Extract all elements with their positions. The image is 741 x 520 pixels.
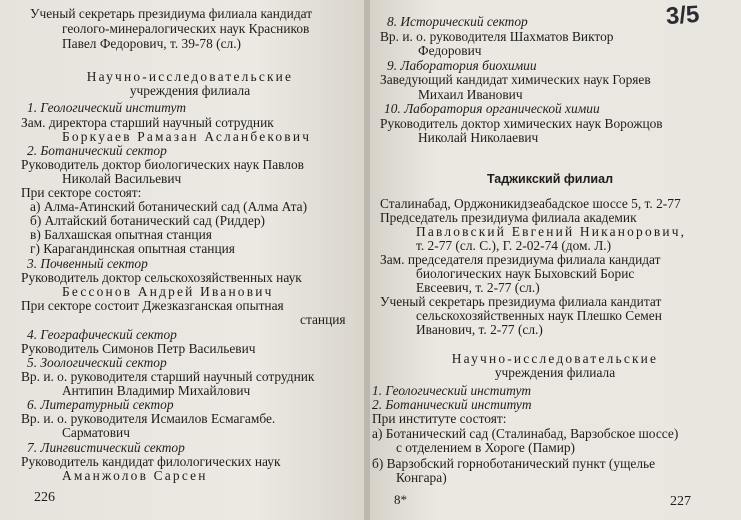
list-item: а) Ботанический сад (Сталинабад, Варзобское шоссе) [372, 426, 679, 441]
list-item: Конгара) [396, 470, 447, 485]
list-item: а) Алма-Атинский ботанический сад (Алма Ата) [30, 199, 308, 214]
text-line: Руководитель кандидат филологических наук [21, 454, 281, 469]
text-line: При секторе состоят: [21, 185, 142, 200]
text-line: Ученый секретарь президиума филиала кандидат [30, 6, 313, 21]
text-line: Евсеевич, т. 2-77 (сл.) [416, 280, 540, 295]
entry-heading: 7. Лингвистический сектор [27, 440, 185, 455]
entry-heading: 8. Исторический сектор [387, 14, 528, 29]
text-line: Руководитель Симонов Петр Васильевич [21, 341, 256, 356]
entry-heading: 2. Ботанический институт [372, 397, 532, 412]
section-heading: Научно-исследовательские [86, 69, 294, 84]
section-heading: учреждения филиала [494, 365, 616, 380]
text-line: Бессонов Андрей Иванович [62, 284, 274, 299]
text-line: биологических наук Быховский Борис [416, 266, 635, 281]
list-item: б) Варзобский горноботанический пункт (ущелье [372, 456, 656, 471]
text-line: Антипин Владимир Михайлович [62, 383, 251, 398]
entry-heading: 1. Геологический институт [372, 383, 532, 398]
text-line: Председатель президиума филиала академик [380, 210, 637, 225]
entry-heading: 5. Зоологический сектор [27, 355, 167, 370]
entry-heading: 9. Лаборатория биохимии [387, 58, 537, 73]
text-line: Руководитель доктор химических наук Ворожцов [380, 116, 663, 131]
list-item: б) Алтайский ботанический сад (Риддер) [30, 213, 265, 228]
text-line: Руководитель доктор сельскохозяйственных наук [21, 270, 302, 285]
text-line: Зам. председателя президиума филиала кандидат [380, 252, 661, 267]
entry-heading: 3. Почвенный сектор [27, 256, 148, 271]
section-heading: учреждения филиала [129, 83, 251, 98]
text-line: Ученый секретарь президиума филиала кандитат [380, 294, 662, 309]
branch-heading: Таджикский филиал [486, 172, 614, 186]
entry-heading: 2. Ботанический сектор [27, 143, 167, 158]
entry-heading: 6. Литературный сектор [27, 397, 174, 412]
list-item: г) Карагандинская опытная станция [30, 241, 235, 256]
text-line: Сталинабад, Орджоникидзеабадское шоссе 5, т. 2-77 [380, 196, 681, 211]
text-line: т. 2-77 (сл. С.), Г. 2-02-74 (дом. Л.) [416, 238, 612, 253]
text-line: Павел Федорович, т. 39-78 (сл.) [62, 36, 242, 51]
entry-heading: 4. Географический сектор [27, 327, 177, 342]
text-line: станция [300, 312, 346, 327]
entry-heading: 10. Лаборатория органической химии [384, 101, 600, 116]
text-line: При секторе состоит Джезказганская опытная [21, 298, 284, 313]
text-line: При институте состоят: [372, 411, 507, 426]
section-heading: Научно-исследовательские [451, 351, 659, 366]
entry-heading: 1. Геологический институт [27, 100, 187, 115]
page-number: 226 [34, 490, 55, 505]
text-line: геолого-минералогических наук Красников [62, 21, 310, 36]
text-line: Сарматович [62, 425, 130, 440]
list-item: в) Балхашская опытная станция [30, 227, 212, 242]
left-page [0, 0, 366, 520]
text-line: Николай Николаевич [418, 130, 539, 145]
page-number: 227 [670, 494, 691, 509]
text-line: Николай Васильевич [62, 171, 182, 186]
text-line: Федорович [418, 43, 482, 58]
text-line: Заведующий кандидат химических наук Горяев [380, 72, 651, 87]
text-line: Аманжолов Сарсен [62, 468, 208, 483]
signature-mark: 8* [394, 492, 407, 507]
text-line: сельскохозяйственных наук Плешко Семен [416, 308, 662, 323]
list-item: с отделением в Хороге (Памир) [396, 440, 576, 455]
text-line: Павловский Евгений Никанорович, [416, 224, 687, 239]
page-stamp: 3/5 [665, 0, 701, 31]
right-page [370, 0, 741, 520]
text-line: Вр. и. о. руководителя Исмаилов Есмагамбе. [21, 411, 276, 426]
text-line: Зам. директора старший научный сотрудник [21, 115, 274, 130]
text-line: Михаил Иванович [418, 87, 523, 102]
text-line: Вр. и. о. руководителя Шахматов Виктор [380, 29, 614, 44]
text-line: Иванович, т. 2-77 (сл.) [416, 322, 543, 337]
text-line: Вр. и. о. руководителя старший научный сотрудник [21, 369, 315, 384]
text-line: Боркуаев Рамазан Асланбекович [62, 129, 312, 144]
text-line: Руководитель доктор биологических наук Павлов [21, 157, 305, 172]
